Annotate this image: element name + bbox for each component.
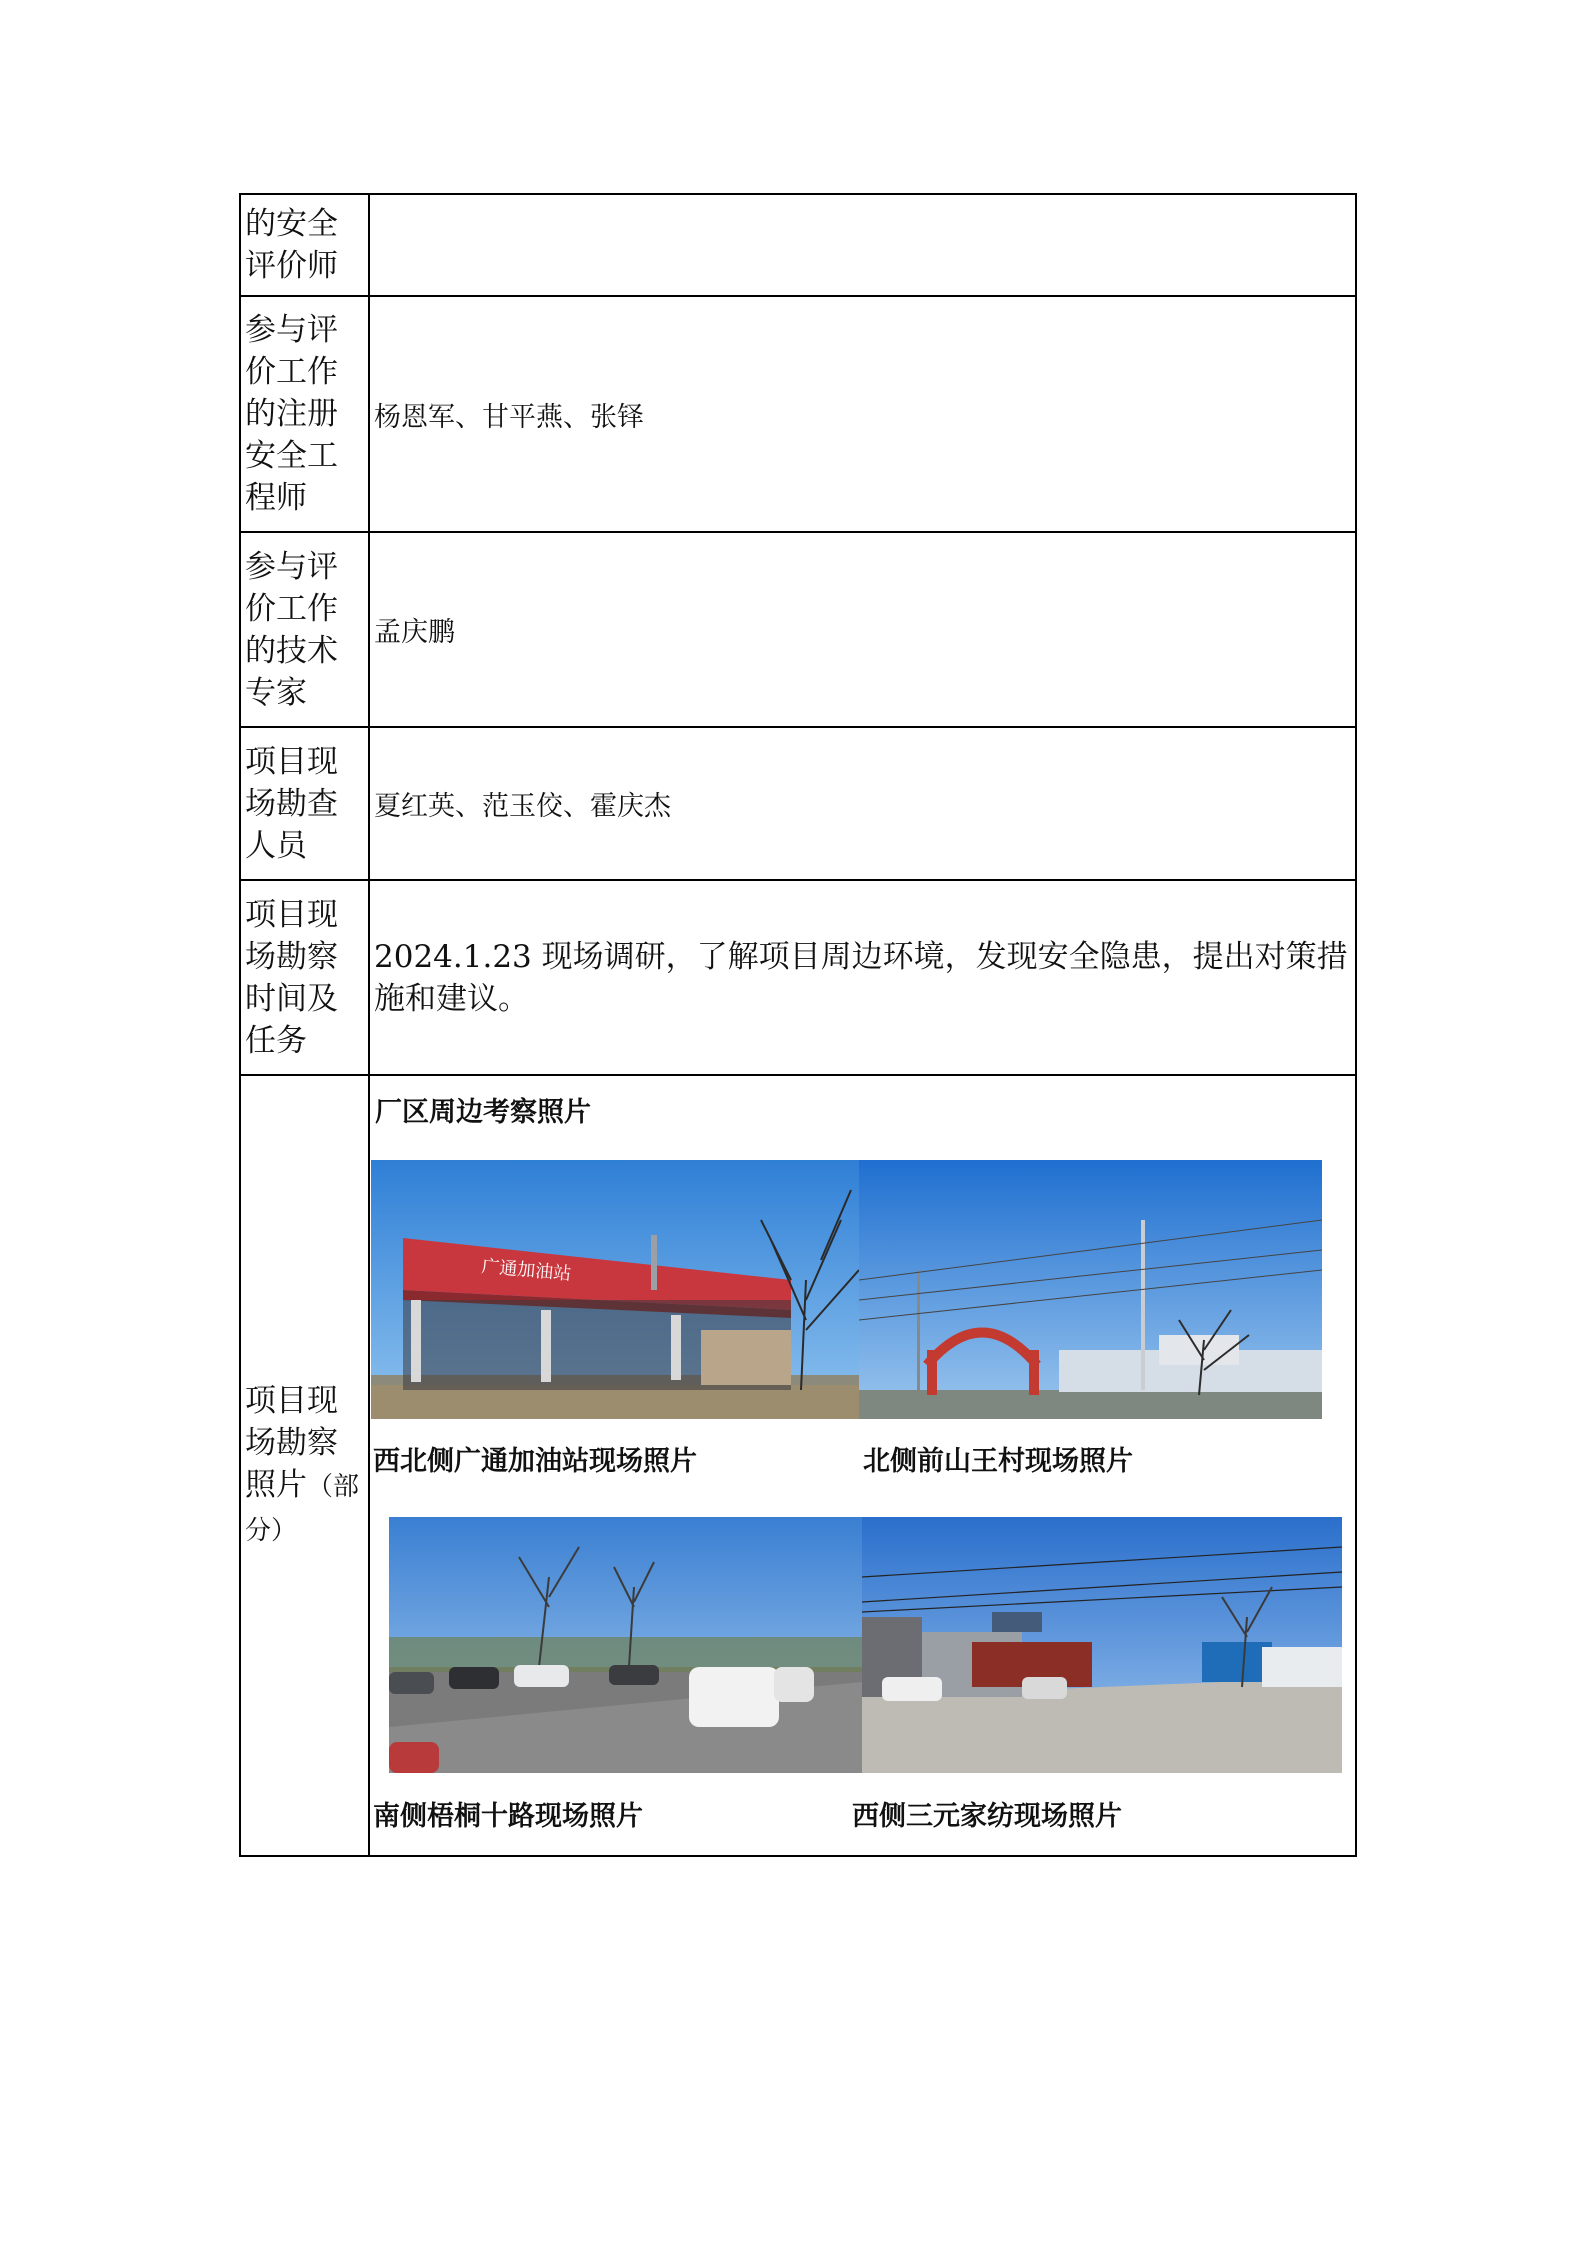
label-main: 项目现场勘察照片 [245, 1382, 338, 1503]
gas-station-photo [371, 1160, 859, 1419]
factory-street-photo [862, 1517, 1342, 1773]
photo-caption: 北侧前山王村现场照片 [863, 1446, 1133, 1477]
village-photo [859, 1160, 1322, 1419]
photo-caption: 西北侧广通加油站现场照片 [373, 1446, 697, 1477]
row-label [240, 727, 369, 880]
photo-grid [370, 1076, 1355, 1855]
photo-section-heading: 厂区周边考察照片 [375, 1097, 591, 1128]
table-row [240, 880, 1356, 1075]
table-row [240, 194, 1356, 296]
photo-caption: 西侧三元家纺现场照片 [852, 1801, 1122, 1832]
label-text: 的安全评价师 [245, 206, 338, 284]
value-text: 孟庆鹏 [374, 617, 455, 648]
table-row [240, 296, 1356, 532]
label-text: 参与评价工作的技术专家 [245, 548, 338, 711]
table-row-photos [240, 1075, 1356, 1856]
row-value [369, 194, 1356, 296]
row-label [240, 194, 369, 296]
row-value [369, 727, 1356, 880]
row-label [240, 532, 369, 727]
photo-cell [369, 1075, 1356, 1856]
row-label [240, 1075, 369, 1856]
photo-caption: 南侧梧桐十路现场照片 [373, 1801, 643, 1832]
row-value [369, 296, 1356, 532]
row-label [240, 296, 369, 532]
label-text: 参与评价工作的注册安全工程师 [245, 312, 338, 516]
row-value [369, 880, 1356, 1075]
value-text: 2024.1.23 现场调研，了解项目周边环境，发现安全隐患，提出对策措施和建议。 [374, 938, 1348, 1017]
label-text [245, 1380, 364, 1552]
table-row [240, 727, 1356, 880]
row-label [240, 880, 369, 1075]
row-value [369, 532, 1356, 727]
sign-text: 广通加油站 [480, 1256, 573, 1285]
road-photo [389, 1517, 862, 1773]
value-text: 杨恩军、甘平燕、张铎 [374, 401, 644, 433]
value-text: 夏红英、范玉佼、霍庆杰 [374, 791, 671, 822]
label-suffix: （部分） [245, 1471, 360, 1546]
assessment-info-table [239, 193, 1357, 1857]
table-row [240, 532, 1356, 727]
label-text: 项目现场勘查人员 [245, 743, 338, 864]
label-text: 项目现场勘察时间及任务 [245, 896, 338, 1059]
